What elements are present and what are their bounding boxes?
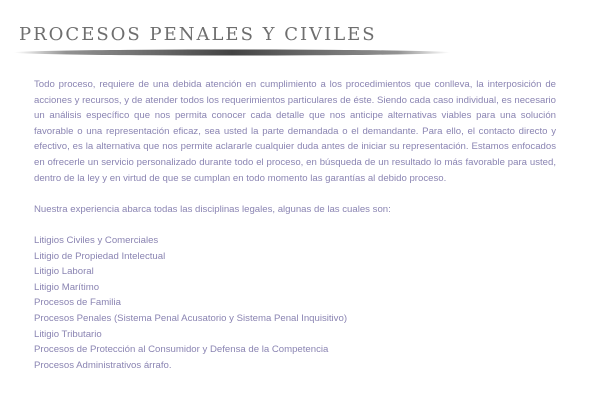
practice-area-item: Litigio Tributario — [34, 328, 102, 340]
practice-area-item: Litigios Civiles y Comerciales — [34, 234, 159, 246]
practice-area-item: Litigio de Propiedad Intelectual — [34, 250, 166, 262]
title-underline — [14, 49, 450, 56]
main-content — [34, 77, 556, 373]
intro-paragraph: Todo proceso, requiere de una debida atención en cumplimiento a los procedimientos que conlleva, la interposición de acciones y recursos, y de atender todos los requerimientos particulares de éste. Siendo cada caso individual, es necesario un análisis específico que nos permita conocer cada detalle que nos anticipe alternativas viables para una solución favorable o una representación eficaz, sea usted la parte demandada o el demandante. Para ello, el contacto directo y efectivo, es la alternativa que nos permite aclararle cualquier duda antes de iniciar su representación. Estamos enfocados en ofrecerle un servicio personalizado durante todo el proceso, en búsqueda de un resultado lo más favorable para usted, dentro de la ley y en virtud de que se cumplan en todo momento las garantías al debido proceso. — [34, 79, 556, 184]
page-title: PROCESOS PENALES Y CIVILES — [19, 24, 377, 45]
practice-area-item: Litigio Laboral — [34, 266, 94, 278]
practice-areas-list — [34, 233, 556, 373]
page-header — [0, 0, 600, 60]
practice-area-item: Procesos de Familia — [34, 297, 121, 309]
practice-area-item: Procesos Administrativos árrafo. — [34, 359, 172, 371]
practice-area-item: Litigio Marítimo — [34, 281, 100, 293]
practice-area-item: Procesos de Protección al Consumidor y Defensa de la Competencia — [34, 344, 329, 356]
practice-areas-lead: Nuestra experiencia abarca todas las disciplinas legales, algunas de las cuales son: — [34, 203, 391, 215]
practice-area-item: Procesos Penales (Sistema Penal Acusatorio y Sistema Penal Inquisitivo) — [34, 312, 348, 324]
